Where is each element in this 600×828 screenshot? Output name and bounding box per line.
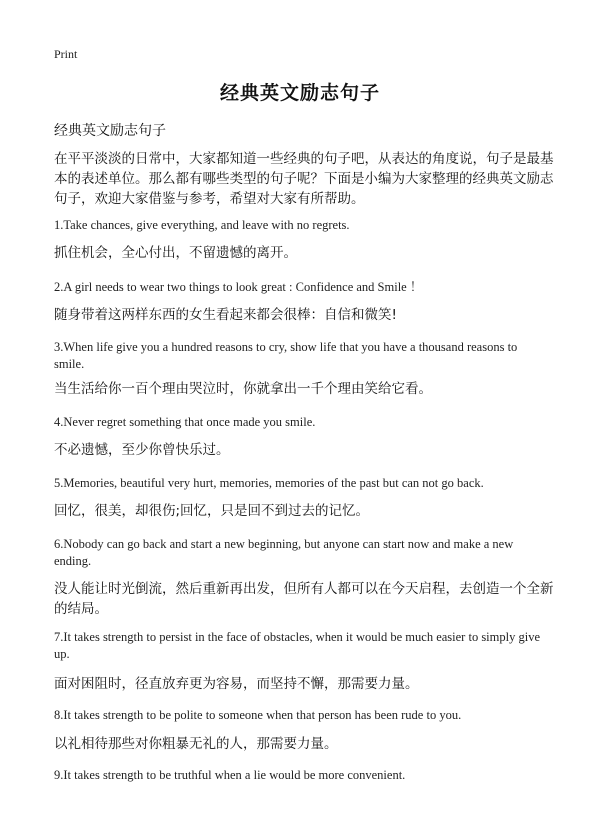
quote-english: 1.Take chances, give everything, and leave with no regrets. (54, 218, 350, 232)
quote-english: 8.It takes strength to be polite to someone when that person has been rude to you. (54, 708, 462, 722)
print-link[interactable]: Print (54, 47, 78, 61)
quote-english: 6.Nobody can go back and start a new beginning, but anyone can start now and make a new ending. (54, 537, 514, 568)
quote-chinese: 面对困阻时，径直放弃更为容易，而坚持不懈，那需要力量。 (54, 676, 419, 692)
quote-english: 5.Memories, beautiful very hurt, memories, memories of the past but can not go back. (54, 476, 484, 490)
intro-paragraph: 在平平淡淡的日常中，大家都知道一些经典的句子吧，从表达的角度说，句子是最基本的表述单位。那么都有哪些类型的句子呢？下面是小编为大家整理的经典英文励志句子，欢迎大家借鉴与参考，希望对大家有所帮助。 (54, 151, 554, 207)
article-subtitle: 经典英文励志句子 (54, 123, 166, 139)
quote-chinese: 抓住机会，全心付出，不留遗憾的离开。 (54, 245, 297, 261)
quote-english: 9.It takes strength to be truthful when a lie would be more convenient. (54, 768, 406, 782)
quote-english: 2.A girl needs to wear two things to look great : Confidence and Smile ！ (54, 280, 423, 294)
quote-chinese: 以礼相待那些对你粗暴无礼的人，那需要力量。 (54, 736, 338, 752)
page-title: 经典英文励志句子 (219, 82, 380, 104)
quote-chinese: 当生活给你一百个理由哭泣时，你就拿出一千个理由笑给它看。 (54, 381, 432, 397)
quote-chinese: 没人能让时光倒流，然后重新再出发，但所有人都可以在今天启程，去创造一个全新的结局。 (54, 581, 554, 617)
quote-english: 7.It takes strength to persist in the face of obstacles, when it would be much easier to simply give up. (54, 630, 540, 661)
quote-chinese: 不必遗憾，至少你曾快乐过。 (54, 442, 230, 458)
quote-chinese: 回忆，很美，却很伤;回忆，只是回不到过去的记忆。 (54, 503, 370, 519)
quote-chinese: 随身带着这两样东西的女生看起来都会很棒：自信和微笑! (54, 307, 397, 323)
quote-english: 4.Never regret something that once made you smile. (54, 415, 316, 429)
quote-english: 3.When life give you a hundred reasons to cry, show life that you have a thousand reasons to smile. (54, 340, 518, 371)
